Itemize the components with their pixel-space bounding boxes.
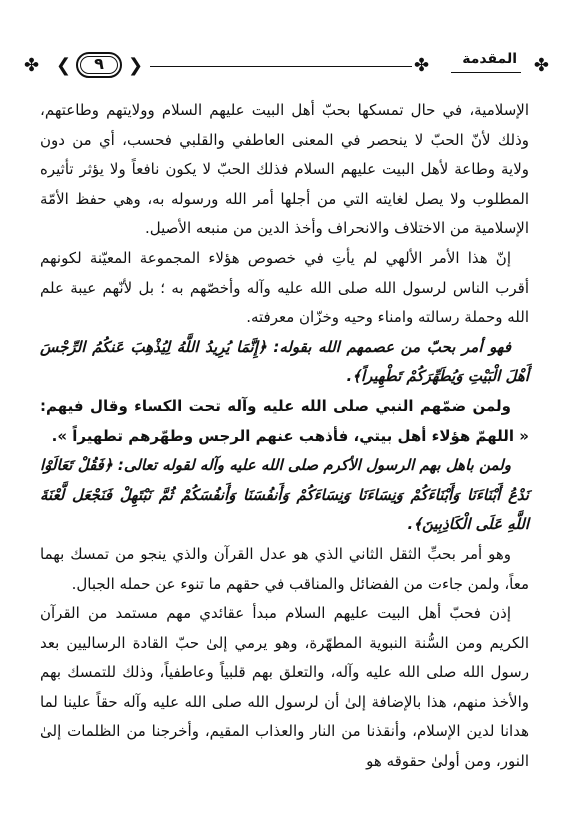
ornament-icon: ✤ xyxy=(24,55,40,76)
page-header xyxy=(24,46,549,86)
ornament-icon: ✤ xyxy=(533,55,549,76)
hadith-paragraph: ولمن ضمّهم النبي صلى الله عليه وآله تحت الكساء وقال فيهم: « اللهمّ هؤلاء أهل بيتي، فأذهب عنهم الرجس وطهّرهم تطهيراً ». xyxy=(40,396,529,445)
header-rule xyxy=(150,66,412,67)
ornament-icon: ❯ xyxy=(128,55,144,76)
paragraph: الإسلامية، في حال تمسكها بحبّ أهل البيت عليهم السلام وولايتهم وطاعتهم، وذلك لأنّ الحبّ لا ينحصر في المعنى العاطفي والقلبي فحسب، أي من دون ولاية وطاعة لأهل البيت عليهم السلام فذلك الحبّ لا يكون نافعاً ولا يؤثر تأثيره المطلوب ولا يصل لغايته التي من أجلها أمر الله ورسوله به، وهي حفظ الأمّة الإسلامية من الاختلاف والانحراف وأخذ الدين من منبعه الأصيل. xyxy=(40,101,529,238)
section-title: المقدمة xyxy=(462,51,517,67)
page-number-frame xyxy=(76,52,122,78)
ornament-icon: ❮ xyxy=(56,55,72,76)
body-text xyxy=(40,96,529,777)
quran-verse-paragraph: ولمن باهل بهم الرسول الأكرم صلى الله عليه وآله لقوله تعالى: ﴿فَقُلْ تَعَالَوْا نَدْعُ أَبْنَاءَنَا وَأَبْنَاءَكُمْ وَنِسَاءَنَا وَنِسَاءَكُمْ وَأَنفُسَنَا وَأَنفُسَكُمْ ثُمَّ نَبْتَهِلْ فَنَجْعَل لَّعْنَةَ اللَّهِ عَلَى الْكَاذِبِينَ﴾. xyxy=(40,456,529,534)
paragraph: إذن فحبّ أهل البيت عليهم السلام مبدأ عقائدي مهم مستمد من القرآن الكريم ومن السُّنة النبوية المطهّرة، وهو يرمي إلىٰ حبّ القادة الرساليين بعد رسول الله صلى الله عليه وآله، والتعلق بهم قلبياً وعاطفياً، وذلك للتمسك بهم والأخذ منهم، هذا بالإضافة إلىٰ أن لرسول الله صلى الله عليه وآله حقاً علينا لما هدانا لدين الإسلام، وأنقذنا من النار والعذاب المقيم، وأخرجنا من الظلمات إلىٰ النور، ومن أولىٰ حقوقه هو xyxy=(40,604,529,771)
page-number: ٩ xyxy=(94,54,104,73)
paragraph: وهو أمر بحبِّ الثقل الثاني الذي هو عدل القرآن والذي ينجو من تمسك بهما معاً، ولمن جاءت من الفضائل والمناقب في حقهم ما تنوء عن حمله الجبال. xyxy=(40,544,529,593)
quran-verse-paragraph: فهو أمر بحبّ من عصمهم الله بقوله: ﴿إِنَّمَا يُرِيدُ اللَّهُ لِيُذْهِبَ عَنكُمُ الرِّجْسَ أَهْلَ الْبَيْتِ وَيُطَهِّرَكُمْ تَطْهِيراً﴾. xyxy=(40,337,529,386)
section-underline xyxy=(451,72,521,73)
ornament-icon: ✤ xyxy=(414,55,430,76)
paragraph: إنّ هذا الأمر الألهي لم يأتِ في خصوص هؤلاء المجموعة المعيّنة لكونهم أقرب الناس لرسول الله صلى الله عليه وآله وأخصّهم به ؛ بل لأنّهم عيبة علم الله وحملة رسالته وامناء وحيه وخزّان معرفته. xyxy=(40,248,529,327)
